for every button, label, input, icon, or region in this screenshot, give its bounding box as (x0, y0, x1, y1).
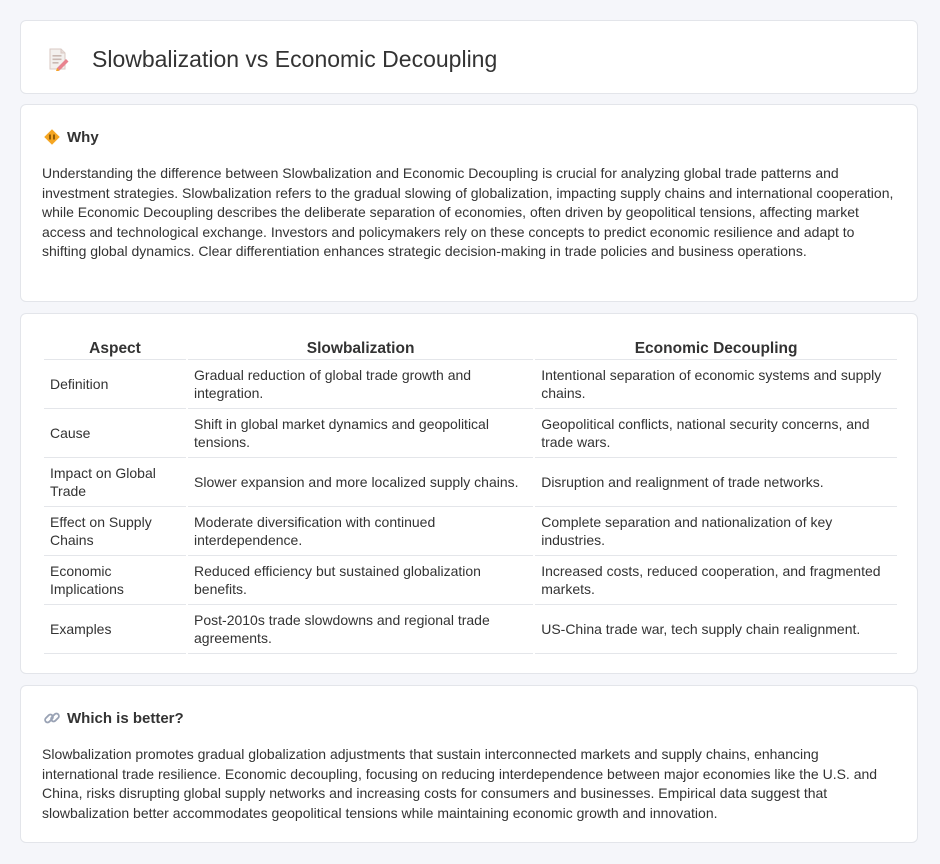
row-slowbalization: Reduced efficiency but sustained globalization benefits. (188, 556, 533, 605)
why-body: Understanding the difference between Slowbalization and Economic Decoupling is crucial for analyzing global trade patterns and investment strategies. Slowbalization refers to the gradual slowing of globalization, impacting supply chains and international cooperation, while Economic Decoupling describes the deliberate separation of economies, often driven by geopolitical tensions, affecting market access and technological exchange. Investors and policymakers rely on these concepts to predict economic resilience and adapt to shifting global dynamics. Clear differentiation enhances strategic decision-making in trade policies and business operations. (42, 165, 894, 259)
row-slowbalization: Post-2010s trade slowdowns and regional trade agreements. (188, 605, 533, 654)
table-header-row (44, 336, 897, 360)
row-slowbalization: Gradual reduction of global trade growth and integration. (188, 360, 533, 409)
diamond-warning-icon (43, 128, 61, 146)
table-row (44, 556, 897, 605)
comparison-section (20, 313, 918, 674)
which-is-better-section (20, 685, 918, 843)
header-aspect: Aspect (44, 336, 186, 360)
header-economic-decoupling: Economic Decoupling (535, 336, 897, 360)
row-aspect: Economic Implications (44, 556, 186, 605)
row-decoupling: US-China trade war, tech supply chain realignment. (535, 605, 897, 654)
table-row (44, 507, 897, 556)
link-icon (43, 709, 61, 727)
row-aspect: Effect on Supply Chains (44, 507, 186, 556)
row-slowbalization: Slower expansion and more localized supply chains. (188, 458, 533, 507)
table-row (44, 458, 897, 507)
row-decoupling: Increased costs, reduced cooperation, and fragmented markets. (535, 556, 897, 605)
row-decoupling: Geopolitical conflicts, national security concerns, and trade wars. (535, 409, 897, 458)
row-decoupling: Disruption and realignment of trade networks. (535, 458, 897, 507)
why-header (43, 127, 99, 147)
table-row (44, 409, 897, 458)
document-pen-icon (47, 47, 69, 71)
row-decoupling: Intentional separation of economic systems and supply chains. (535, 360, 897, 409)
comparison-table (42, 336, 899, 654)
table-row (44, 605, 897, 654)
row-aspect: Cause (44, 409, 186, 458)
row-aspect: Examples (44, 605, 186, 654)
row-aspect: Impact on Global Trade (44, 458, 186, 507)
header-slowbalization: Slowbalization (188, 336, 533, 360)
better-header (43, 708, 184, 728)
row-slowbalization: Moderate diversification with continued interdependence. (188, 507, 533, 556)
better-heading: Which is better? (67, 709, 184, 727)
page-title: Slowbalization vs Economic Decoupling (92, 46, 498, 72)
better-body: Slowbalization promotes gradual globalization adjustments that sustain interconnected markets and supply chains, enhancing international trade resilience. Economic decoupling, focusing on reducing interdependence between major economies like the U.S. and China, risks disrupting global supply networks and increasing costs for consumers and businesses. Empirical data suggest that slowbalization better accommodates geopolitical tensions while maintaining economic growth and innovation. (42, 746, 878, 821)
why-section (20, 104, 918, 302)
row-decoupling: Complete separation and nationalization of key industries. (535, 507, 897, 556)
table-row (44, 360, 897, 409)
why-heading: Why (67, 128, 99, 146)
title-card (20, 20, 918, 94)
row-aspect: Definition (44, 360, 186, 409)
row-slowbalization: Shift in global market dynamics and geopolitical tensions. (188, 409, 533, 458)
